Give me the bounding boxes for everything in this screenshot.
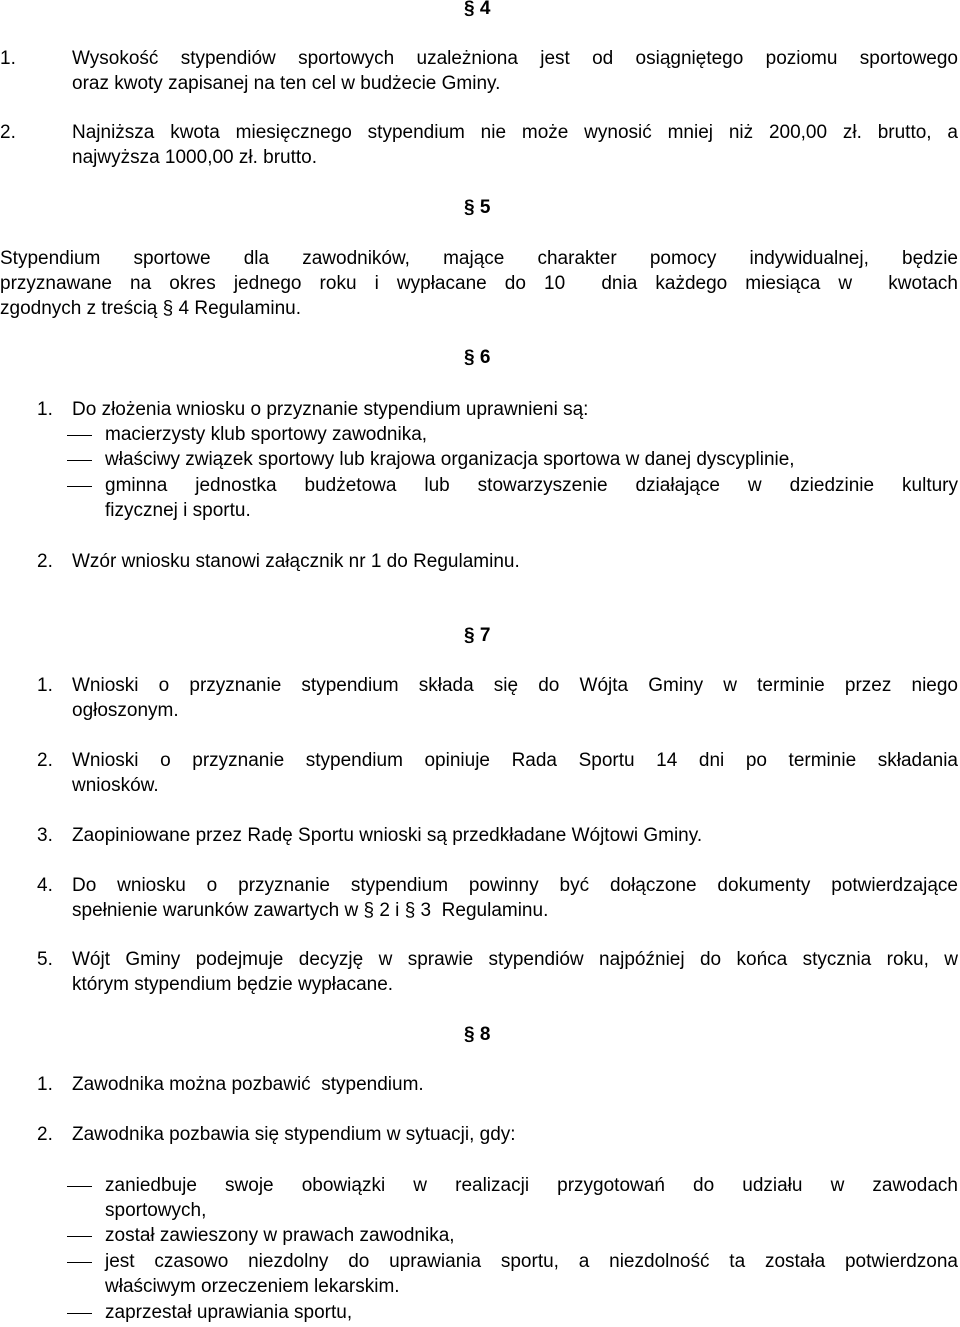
paragraph-sign: § [464, 1024, 475, 1045]
list-number: 5. [37, 949, 53, 970]
list-item: został zawieszony w prawach zawodnika, [105, 1225, 455, 1246]
line: sportowych, [105, 1200, 207, 1221]
line: jest czasowo niezdolny do uprawiania sportu, a niezdolność ta została potwierdzona [105, 1251, 958, 1272]
list-number: 1. [37, 675, 53, 696]
dash-bullet [67, 1313, 92, 1314]
list-item-text: Zawodnika pozbawia się stypendium w sytuacji, gdy: [72, 1124, 516, 1145]
line: fizycznej i sportu. [105, 500, 251, 521]
paragraph-sign: § [464, 347, 475, 368]
line: właściwym orzeczeniem lekarskim. [105, 1276, 400, 1297]
list-item [72, 120, 958, 170]
dash-bullet [67, 435, 92, 436]
dash-bullet [67, 1186, 92, 1187]
list-number: 1. [0, 48, 16, 69]
line: ogłoszonym. [72, 700, 179, 721]
text: zgodnych z treścią [0, 298, 158, 319]
list-item [105, 473, 958, 523]
section-heading-6 [464, 345, 490, 370]
list-number: 4. [37, 875, 53, 896]
line: Wójt Gminy podejmuje decyzję w sprawie stypendiów najpóźniej do końca stycznia roku, w [72, 949, 958, 970]
paragraph-sign: § [162, 298, 174, 319]
line: zaniedbuje swoje obowiązki w realizacji przygotowań do udziału w zawodach [105, 1175, 958, 1196]
line: gminna jednostka budżetowa lub stowarzyszenie działające w dziedzinie kultury [105, 475, 958, 496]
line: Wnioski o przyznanie stypendium składa się do Wójta Gminy w terminie przez niego [72, 675, 958, 696]
paragraph-sign: § [464, 0, 475, 19]
line: Wysokość stypendiów sportowych uzależniona jest od osiągniętego poziomu sportowego [72, 48, 958, 69]
list-number: 1. [37, 1074, 53, 1095]
list-item: właściwy związek sportowy lub krajowa organizacja sportowa w danej dyscyplinie, [105, 449, 795, 470]
list-item-text: Zaopiniowane przez Radę Sportu wnioski są przedkładane Wójtowi Gminy. [72, 825, 703, 846]
line: Wnioski o przyznanie stypendium opiniuje Rada Sportu 14 dni po terminie składania [72, 750, 958, 771]
section-number: 6 [479, 347, 491, 368]
list-number: 1. [37, 399, 53, 420]
line: Do wniosku o przyznanie stypendium powinny być dołączone dokumenty potwierdzające [72, 875, 958, 896]
line: którym stypendium będzie wypłacane. [72, 974, 394, 995]
list-item-text: Do złożenia wniosku o przyznanie stypendium uprawnieni są: [72, 399, 589, 420]
list-number: 2. [37, 1124, 53, 1145]
list-number: 3. [37, 825, 53, 846]
dash-bullet [67, 486, 92, 487]
list-number: 2. [0, 122, 16, 143]
line [72, 898, 958, 923]
list-item-text: Zawodnika można pozbawić stypendium. [72, 1074, 424, 1095]
line: wniosków. [72, 775, 159, 796]
section-number: 7 [479, 625, 491, 646]
paragraph-sign: § [404, 900, 416, 921]
line: przyznawane na okres jednego roku i wypłacane do 10 dnia każdego miesiąca w kwotach [0, 273, 958, 294]
section-number: 8 [479, 1024, 491, 1045]
section-number: 4 [479, 0, 491, 19]
paragraph [0, 246, 958, 321]
list-item [72, 673, 958, 723]
section-heading-7 [464, 623, 490, 648]
dash-bullet [67, 1262, 92, 1263]
list-number: 2. [37, 551, 53, 572]
line: Stypendium sportowe dla zawodników, mające charakter pomocy indywidualnej, będzie [0, 248, 958, 269]
paragraph-sign: § [464, 197, 475, 218]
text: 2 i [379, 900, 400, 921]
section-number: 5 [479, 197, 491, 218]
list-item [105, 1173, 958, 1223]
list-item: zaprzestał uprawiania sportu, [105, 1302, 353, 1323]
line: oraz kwoty zapisanej na ten cel w budżecie Gminy. [72, 73, 501, 94]
list-item [72, 873, 958, 923]
text: 4 Regulaminu. [178, 298, 302, 319]
section-heading-5 [464, 195, 490, 220]
list-item [72, 46, 958, 96]
text: spełnienie warunków zawartych w [72, 900, 359, 921]
list-number: 2. [37, 750, 53, 771]
section-heading-8 [464, 1022, 490, 1047]
dash-bullet [67, 460, 92, 461]
list-item [105, 1249, 958, 1299]
list-item-text: Wzór wniosku stanowi załącznik nr 1 do Regulaminu. [72, 551, 520, 572]
paragraph-sign: § [363, 900, 375, 921]
list-item: macierzysty klub sportowy zawodnika, [105, 424, 428, 445]
line: Najniższa kwota miesięcznego stypendium nie może wynosić mniej niż 200,00 zł. brutto, a [72, 122, 958, 143]
line [0, 296, 958, 321]
section-heading-4 [464, 0, 490, 21]
list-item [72, 748, 958, 798]
text: 3 Regulaminu. [420, 900, 549, 921]
list-item [72, 947, 958, 997]
line: najwyższa 1000,00 zł. brutto. [72, 147, 318, 168]
dash-bullet [67, 1236, 92, 1237]
paragraph-sign: § [464, 625, 475, 646]
